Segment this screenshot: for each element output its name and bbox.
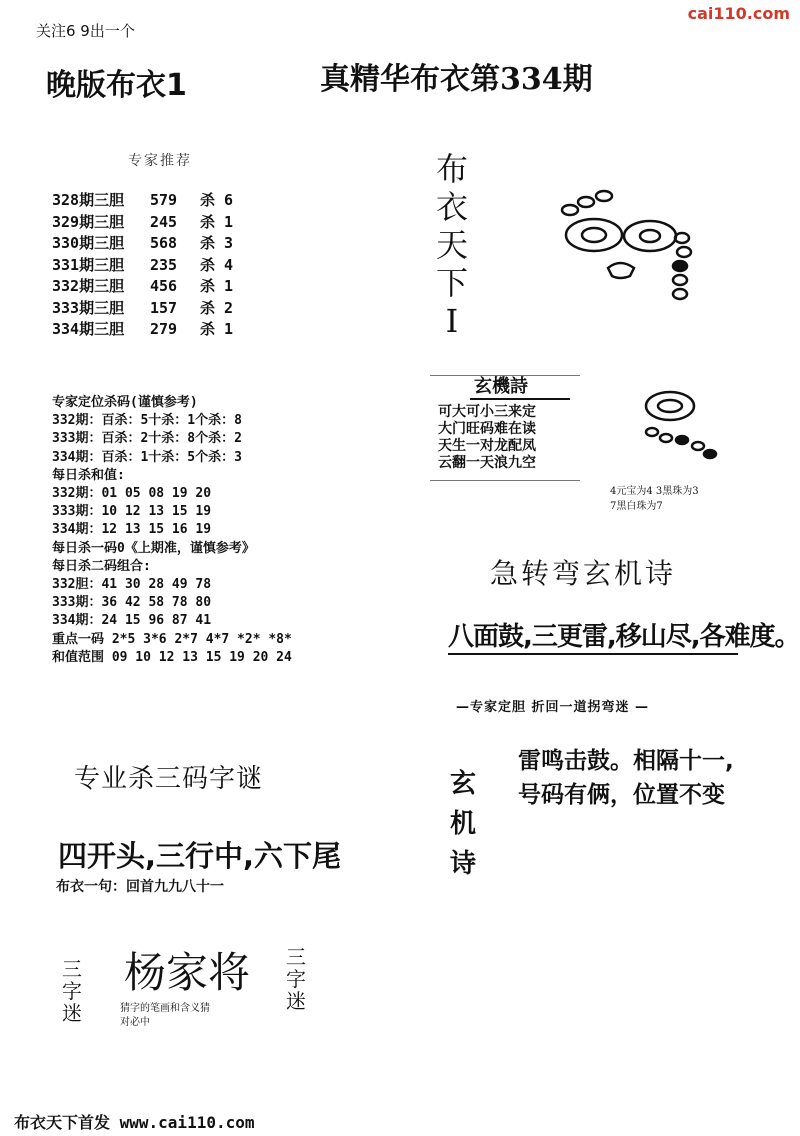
turn-poem: 八面鼓,三更雷,移山尽,各难度。 xyxy=(448,622,800,652)
hint-line: 对必中 xyxy=(120,1017,150,1028)
dan-nums: 279 xyxy=(150,320,178,338)
coin-chain-icon xyxy=(550,180,710,310)
block-row: 每日杀和值: xyxy=(52,467,125,483)
block-row: 每日杀二码组合: xyxy=(52,558,151,574)
block-row: 334期：百杀：1十杀：5个杀：3 xyxy=(52,449,242,465)
dan-row xyxy=(52,276,233,298)
dan-nums: 235 xyxy=(150,255,178,274)
dan-period: 331期三胆 xyxy=(52,255,125,274)
riddle-hint xyxy=(120,1002,210,1030)
dan-row xyxy=(52,190,233,212)
dan-period: 333期三胆 xyxy=(52,298,125,317)
block-row: 332期：百杀：5十杀：1个杀：8 xyxy=(52,413,242,429)
legend-line: 4元宝为4 3黑珠为3 xyxy=(610,486,699,497)
three-char-left: 三字迷 xyxy=(62,957,82,1025)
dan-nums: 157 xyxy=(150,298,178,317)
hint-line: 猜字的笔画和含义猜 xyxy=(120,1003,210,1014)
poem-text xyxy=(438,404,536,472)
kill-code-block xyxy=(52,394,292,667)
follow-text: 关注6 9出一个 xyxy=(36,22,135,40)
dan-row xyxy=(52,319,233,341)
dan-kill: 杀 1 xyxy=(200,212,234,231)
vertical-xuanji: 玄机诗 xyxy=(449,769,476,879)
poem-line: 云翻一天浪九空 xyxy=(438,455,536,471)
dan-kill: 杀 1 xyxy=(200,277,234,295)
riddle-poem xyxy=(518,744,734,812)
block-row: 333期：10 12 13 15 19 xyxy=(52,504,212,520)
dan-period: 329期三胆 xyxy=(52,212,125,231)
pro-kill-title: 专业杀三码字谜 xyxy=(74,764,264,794)
dan-row xyxy=(52,233,233,255)
dan-period: 330期三胆 xyxy=(52,234,125,252)
block-row: 332胆：41 30 28 49 78 xyxy=(52,577,212,593)
expert-dan-title: —专家定胆 折回一道拐弯迷 — xyxy=(456,700,650,715)
dan-kill: 杀 4 xyxy=(200,255,234,274)
dan-kill: 杀 3 xyxy=(200,234,234,252)
dan-nums: 245 xyxy=(150,212,178,231)
poem-line: 天生一对龙配凤 xyxy=(438,438,536,454)
dan-row xyxy=(52,298,233,320)
block-row: 332期：01 05 08 19 20 xyxy=(52,486,212,502)
coin-legend xyxy=(610,484,699,514)
dan-row xyxy=(52,212,233,234)
dan-kill: 杀 6 xyxy=(200,191,234,209)
block-row: 334期：12 13 15 16 19 xyxy=(52,522,212,538)
edition-title: 晚版布衣1 xyxy=(46,68,187,103)
legend-line: 7黑白珠为7 xyxy=(610,501,663,512)
dan-nums: 456 xyxy=(150,277,178,295)
site-watermark: cai110.com xyxy=(687,4,790,23)
coin-ring-icon xyxy=(640,380,720,464)
block-row: 和值范围 09 10 12 13 15 19 20 24 xyxy=(52,649,292,665)
dan-kill: 杀 2 xyxy=(200,298,234,317)
vertical-title: 布衣天下I xyxy=(435,150,468,340)
riddle-line: 号码有俩，位置不变 xyxy=(518,782,725,808)
block-row: 重点一码 2*5 3*6 2*7 4*7 *2* *8* xyxy=(52,631,292,647)
block-row: 专家定位杀码(谨慎参考) xyxy=(52,395,198,410)
dan-list xyxy=(52,190,233,341)
dan-nums: 568 xyxy=(150,234,178,252)
one-line-text: 布衣一句：回首九九八十一 xyxy=(56,879,224,895)
poem-line: 大门旺码难在读 xyxy=(438,421,536,437)
block-row: 333期：36 42 58 78 80 xyxy=(52,595,212,611)
block-row: 每日杀一码0《上期准，谨慎参考》 xyxy=(52,540,255,556)
riddle-word: 杨家将 xyxy=(124,948,251,997)
riddle-line: 雷鸣击鼓。相隔十一, xyxy=(518,748,734,774)
pro-riddle-text: 四开头,三行中,六下尾 xyxy=(58,839,342,873)
block-row: 333期：百杀：2十杀：8个杀：2 xyxy=(52,431,242,447)
turn-title: 急转弯玄机诗 xyxy=(490,557,677,590)
three-char-right: 三字迷 xyxy=(286,945,306,1013)
expert-heading: 专家推荐 xyxy=(128,153,192,169)
dan-period: 332期三胆 xyxy=(52,277,125,295)
poem-title-underline xyxy=(470,398,570,400)
poem-title: 玄機詩 xyxy=(474,376,528,397)
dan-row xyxy=(52,255,233,277)
dan-kill: 杀 1 xyxy=(200,320,234,338)
dan-nums: 579 xyxy=(150,191,178,209)
issue-title: 真精华布衣第334期 xyxy=(320,62,593,97)
block-row: 334期：24 15 96 87 41 xyxy=(52,613,212,629)
footer-text: 布衣天下首发 www.cai110.com xyxy=(14,1113,255,1132)
poem-line: 可大可小三来定 xyxy=(438,404,536,420)
dan-period: 334期三胆 xyxy=(52,320,125,338)
dan-period: 328期三胆 xyxy=(52,191,125,209)
turn-poem-underline xyxy=(448,653,738,655)
